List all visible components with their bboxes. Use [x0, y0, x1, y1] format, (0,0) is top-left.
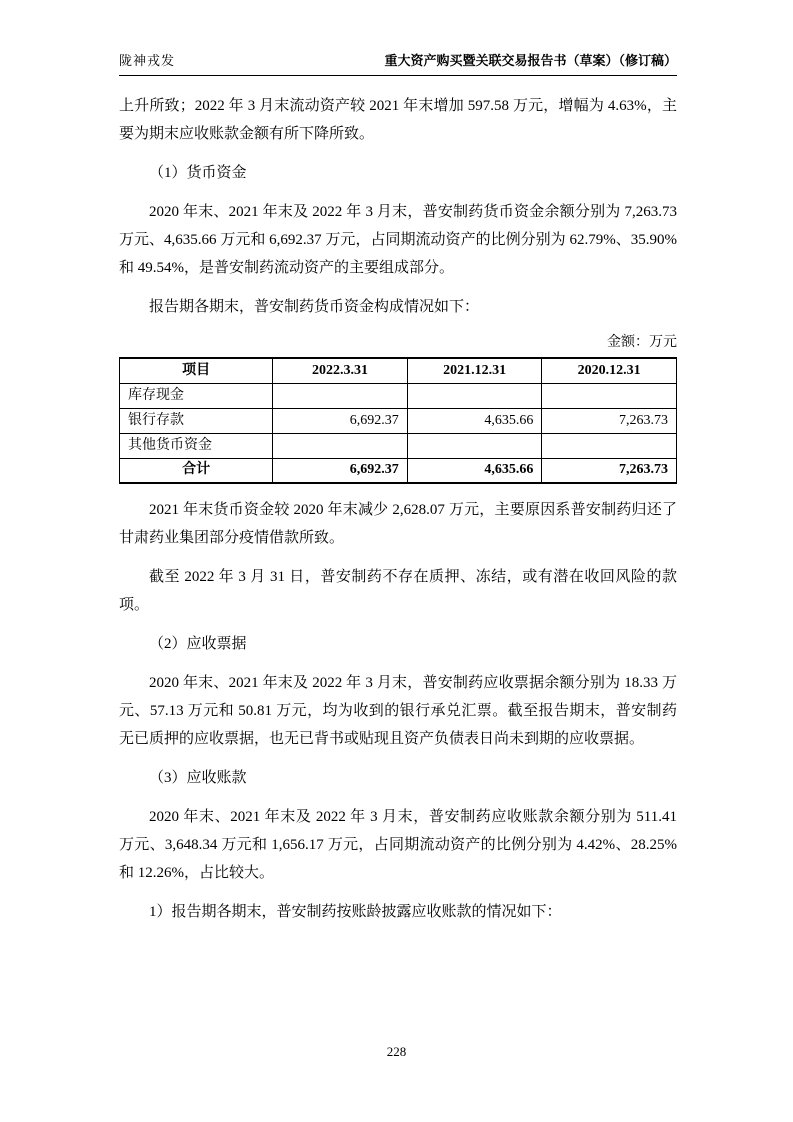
paragraph-funds-decrease: 2021 年末货币资金较 2020 年末减少 2,628.07 万元，主要原因系普安制药归还了甘肃药业集团部分疫情借款所致。	[119, 502, 677, 546]
row-label: 其他货币资金	[120, 433, 273, 458]
monetary-funds-table	[119, 357, 677, 484]
page-footer	[0, 1044, 793, 1060]
table-header-2022: 2022.3.31	[273, 358, 408, 383]
header-company-name: 陇神戎发	[119, 53, 176, 68]
table-header-2020: 2020.12.31	[542, 358, 677, 383]
table-header-row	[120, 358, 677, 383]
page-number: 228	[386, 1044, 407, 1059]
section-heading-accounts-receivable: （3）应收账款	[149, 770, 247, 786]
table-row-other-monetary-funds	[120, 433, 677, 458]
paragraph-aging-intro: 1）报告期各期末，普安制药按账龄披露应收账款的情况如下：	[149, 904, 562, 920]
page-header	[119, 50, 677, 76]
table-unit-label: 金额：万元	[607, 335, 677, 350]
row-label: 合计	[120, 458, 273, 483]
cell-value	[542, 383, 677, 408]
section-heading-notes-receivable: （2）应收票据	[149, 636, 247, 652]
table-row-cash-on-hand	[120, 383, 677, 408]
table-header-2021: 2021.12.31	[407, 358, 542, 383]
row-label: 银行存款	[120, 408, 273, 433]
paragraph-notes-receivable: 2020 年末、2021 年末及 2022 年 3 月末，普安制药应收票据余额分别为 18.33 万元、57.13 万元和 50.81 万元，均为收到的银行承兑汇票。截至报告期末，普安制药无已质押的应收票据，也无已背书或贴现且资产负债表日尚未到期的应收票据。	[119, 675, 677, 747]
cell-value: 7,263.73	[542, 458, 677, 483]
cell-value: 6,692.37	[273, 408, 408, 433]
paragraph-monetary-funds-overview: 2020 年末、2021 年末及 2022 年 3 月末，普安制药货币资金余额分别为 7,263.73 万元、4,635.66 万元和 6,692.37 万元，占同期流动资产的比例分别为 62.79%、35.90%和 49.54%，是普安制药流动资产的主要组成部分。	[119, 204, 677, 276]
table-header-item: 项目	[120, 358, 273, 383]
paragraph-accounts-receivable: 2020 年末、2021 年末及 2022 年 3 月末，普安制药应收账款余额分别为 511.41 万元、3,648.34 万元和 1,656.17 万元，占同期流动资产的比例分别为 4.42%、28.25%和 12.26%，占比较大。	[119, 809, 677, 881]
cell-value: 4,635.66	[407, 458, 542, 483]
table-row-bank-deposits	[120, 408, 677, 433]
paragraph-no-pledge: 截至 2022 年 3 月 31 日，普安制药不存在质押、冻结，或有潜在收回风险的款项。	[119, 569, 677, 613]
header-report-title: 重大资产购买暨关联交易报告书（草案）（修订稿）	[384, 53, 677, 68]
cell-value: 6,692.37	[273, 458, 408, 483]
page-content	[119, 92, 677, 937]
table-row-total	[120, 458, 677, 483]
cell-value	[542, 433, 677, 458]
row-label: 库存现金	[120, 383, 273, 408]
cell-value	[407, 383, 542, 408]
section-heading-monetary-funds: （1）货币资金	[149, 165, 247, 181]
cell-value	[273, 383, 408, 408]
paragraph-continuation: 上升所致；2022 年 3 月末流动资产较 2021 年末增加 597.58 万元，增幅为 4.63%，主要为期末应收账款金额有所下降所致。	[119, 98, 677, 142]
cell-value	[273, 433, 408, 458]
paragraph-table-intro: 报告期各期末，普安制药货币资金构成情况如下：	[149, 299, 480, 315]
cell-value: 4,635.66	[407, 408, 542, 433]
cell-value: 7,263.73	[542, 408, 677, 433]
cell-value	[407, 433, 542, 458]
